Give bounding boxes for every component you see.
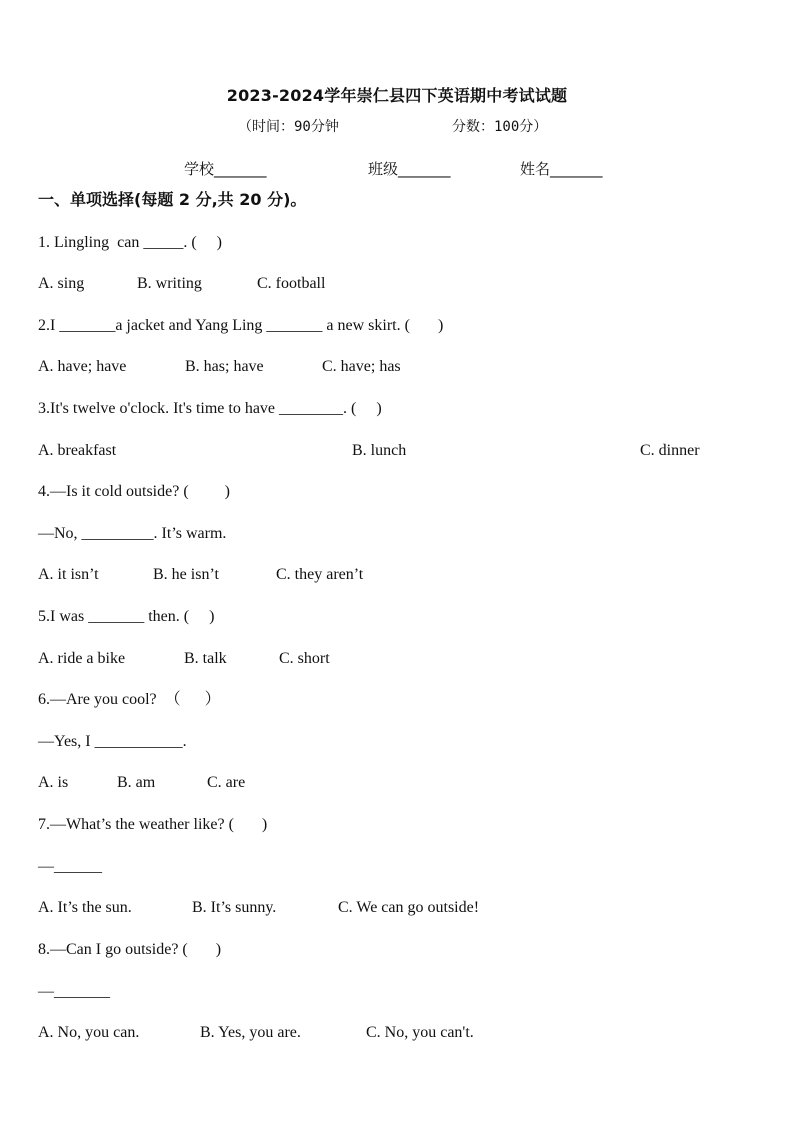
question-4-stem: 4.—Is it cold outside? ( ) [38,483,230,500]
question-8-option-c: C. No, you can't. [366,1024,474,1041]
question-2-stem: 2.I _______a jacket and Yang Ling _______ a new skirt. ( ) [38,317,444,334]
question-6-option-c: C. are [207,774,246,791]
question-8-stem: 8.—Can I go outside? ( ) [38,941,222,958]
question-4-option-a: A. it isn’t [38,566,99,583]
question-1-stem: 1. Lingling can _____. ( ) [38,234,222,251]
question-8-option-a: A. No, you can. [38,1024,140,1041]
question-6-stem: 6.—Are you cool? （ ） [38,691,221,708]
section-heading: 一、单项选择(每题 2 分,共 20 分)。 [38,190,307,209]
question-1-option-b: B. writing [137,275,202,292]
question-3-option-c: C. dinner [640,442,700,459]
name-field: 姓名_______ [520,160,603,178]
question-2-option-b: B. has; have [185,358,264,375]
question-2-option-c: C. have; has [322,358,401,375]
question-7-option-b: B. It’s sunny. [192,899,277,916]
question-5-option-a: A. ride a bike [38,650,126,667]
question-7-option-a: A. It’s the sun. [38,899,132,916]
question-6-response: —Yes, I ___________. [38,733,187,750]
exam-time: （时间：90分钟 [238,119,339,135]
exam-title: 2023-2024学年崇仁县四下英语期中考试试题 [226,86,568,105]
class-field: 班级_______ [368,160,451,178]
question-3-option-a: A. breakfast [38,442,117,459]
exam-score: 分数：100分） [452,119,548,135]
question-7-option-c: C. We can go outside! [338,899,480,916]
question-1-option-c: C. football [257,275,326,292]
question-6-option-a: A. is [38,774,69,791]
question-5-option-b: B. talk [184,650,227,667]
question-1-option-a: A. sing [38,275,85,292]
question-5-stem: 5.I was _______ then. ( ) [38,608,215,625]
question-4-option-c: C. they aren’t [276,566,364,583]
question-2-option-a: A. have; have [38,358,127,375]
question-3-option-b: B. lunch [352,442,407,459]
question-6-option-b: B. am [117,774,156,791]
question-7-stem: 7.—What’s the weather like? ( ) [38,816,268,833]
question-3-stem: 3.It's twelve o'clock. It's time to have ________. ( ) [38,400,382,417]
question-8-option-b: B. Yes, you are. [200,1024,301,1041]
question-4-response: —No, _________. It’s warm. [38,525,227,542]
question-5-option-c: C. short [279,650,330,667]
question-8-response: —_______ [38,983,110,1000]
question-7-response: —______ [38,858,102,875]
question-4-option-b: B. he isn’t [153,566,219,583]
school-field: 学校_______ [184,160,267,178]
